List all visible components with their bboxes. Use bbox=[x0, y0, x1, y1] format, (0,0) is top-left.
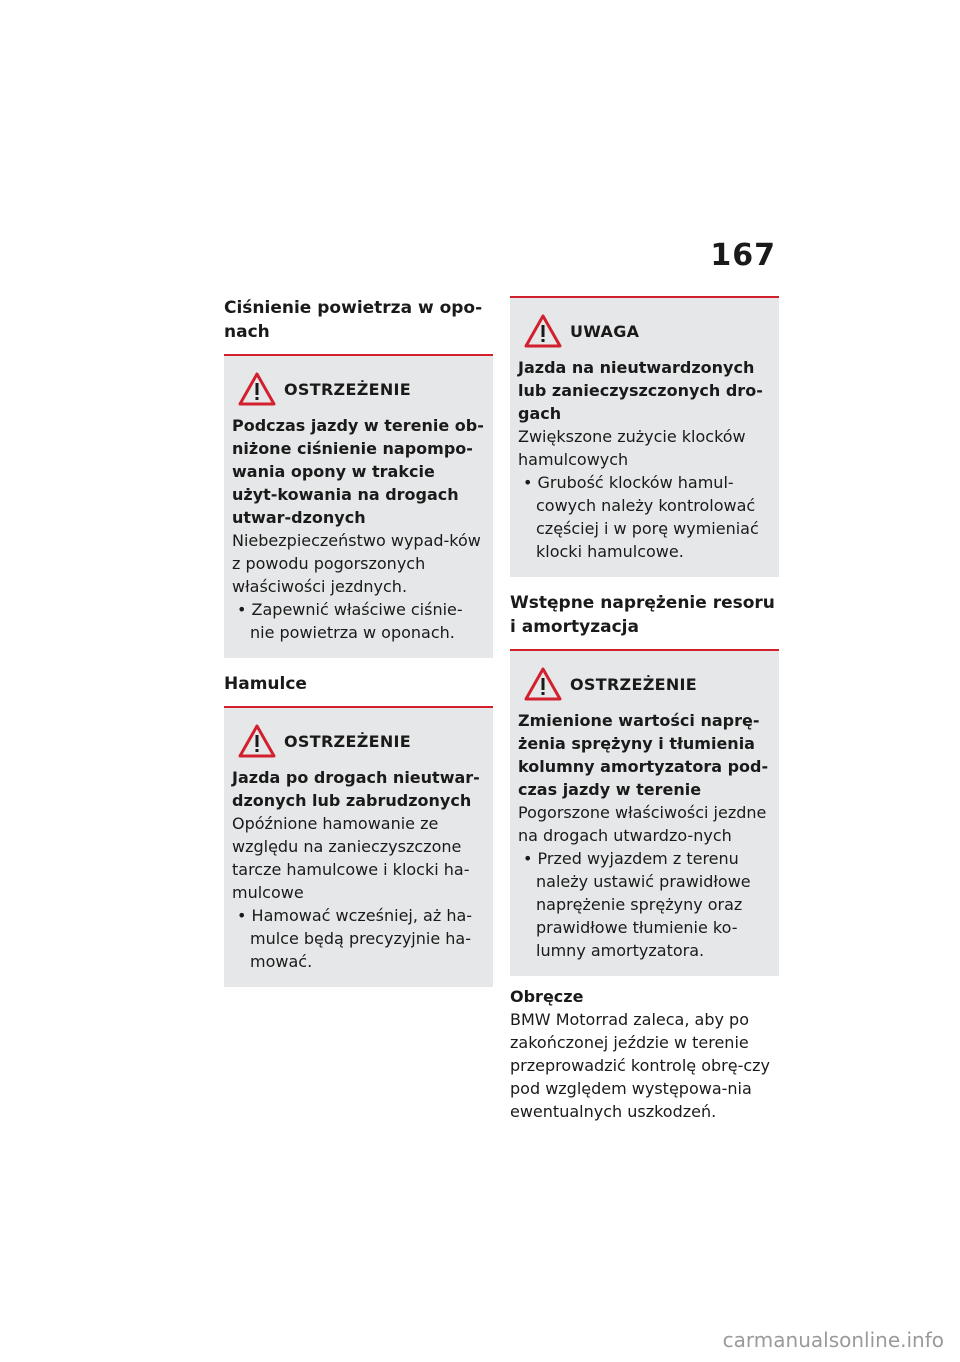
caution-text: Zwiększone zużycie klocków hamulcowych bbox=[518, 427, 746, 469]
rims-text: BMW Motorrad zaleca, aby po zakończonej jeździe w terenie przeprowadzić kontrolę obrę-czy pod względem występowa-nia ewentualnych uszkodzeń. bbox=[510, 1010, 771, 1121]
section-title-brakes: Hamulce bbox=[224, 674, 307, 694]
warning-triangle-icon bbox=[238, 372, 276, 406]
watermark-text: carmanualsonline.info bbox=[722, 1328, 944, 1352]
page-number: 167 bbox=[710, 238, 776, 273]
left-column bbox=[224, 296, 493, 987]
warning-header bbox=[232, 370, 485, 408]
warning-box bbox=[224, 708, 493, 987]
warning-label: OSTRZEŻENIE bbox=[570, 674, 697, 694]
warning-title: Podczas jazdy w terenie ob-niżone ciśnienie napompo-wania opony w trakcie użyt-kowania na drogach utwar-dzonych bbox=[232, 416, 484, 527]
right-column bbox=[510, 296, 779, 1123]
warning-bullet: • Zapewnić właściwe ciśnie-nie powietrza w oponach. bbox=[232, 598, 485, 644]
warning-triangle-icon bbox=[524, 667, 562, 701]
warning-box bbox=[510, 651, 779, 976]
caution-title: Jazda na nieutwardzonych lub zanieczyszczonych dro-gach bbox=[518, 358, 763, 423]
warning-label: OSTRZEŻENIE bbox=[284, 379, 411, 399]
warning-header bbox=[518, 665, 771, 703]
warning-title: Jazda po drogach nieutwar-dzonych lub zabrudzonych bbox=[232, 768, 480, 810]
section-title-suspension: Wstępne naprężenie resoru i amortyzacja bbox=[510, 593, 775, 637]
section-title-tire-pressure: Ciśnienie powietrza w opo-nach bbox=[224, 298, 483, 342]
warning-bullet: • Hamować wcześniej, aż ha-mulce będą precyzyjnie ha-mować. bbox=[232, 904, 485, 973]
warning-text: Opóźnione hamowanie ze względu na zanieczyszczone tarcze hamulcowe i klocki ha-mulcowe bbox=[232, 814, 470, 902]
warning-label: OSTRZEŻENIE bbox=[284, 731, 411, 751]
warning-bullet: • Przed wyjazdem z terenu należy ustawić prawidłowe naprężenie sprężyny oraz prawidłowe tłumienie ko-lumny amortyzatora. bbox=[518, 847, 771, 962]
warning-box bbox=[224, 356, 493, 658]
caution-box bbox=[510, 298, 779, 577]
caution-bullet: • Grubość klocków hamul-cowych należy kontrolować częściej i w porę wymieniać klocki hamulcowe. bbox=[518, 471, 771, 563]
warning-title: Zmienione wartości naprę-żenia sprężyny i tłumienia kolumny amortyzatora pod-czas jazdy w terenie bbox=[518, 711, 769, 799]
warning-triangle-icon bbox=[238, 724, 276, 758]
section-title-rims: Obręcze bbox=[510, 987, 584, 1006]
warning-text: Pogorszone właściwości jezdne na drogach utwardzo-nych bbox=[518, 803, 767, 845]
warning-triangle-icon bbox=[524, 314, 562, 348]
caution-header bbox=[518, 312, 771, 350]
caution-label: UWAGA bbox=[570, 321, 640, 341]
warning-header bbox=[232, 722, 485, 760]
warning-text: Niebezpieczeństwo wypad-ków z powodu pogorszonych właściwości jezdnych. bbox=[232, 531, 481, 596]
